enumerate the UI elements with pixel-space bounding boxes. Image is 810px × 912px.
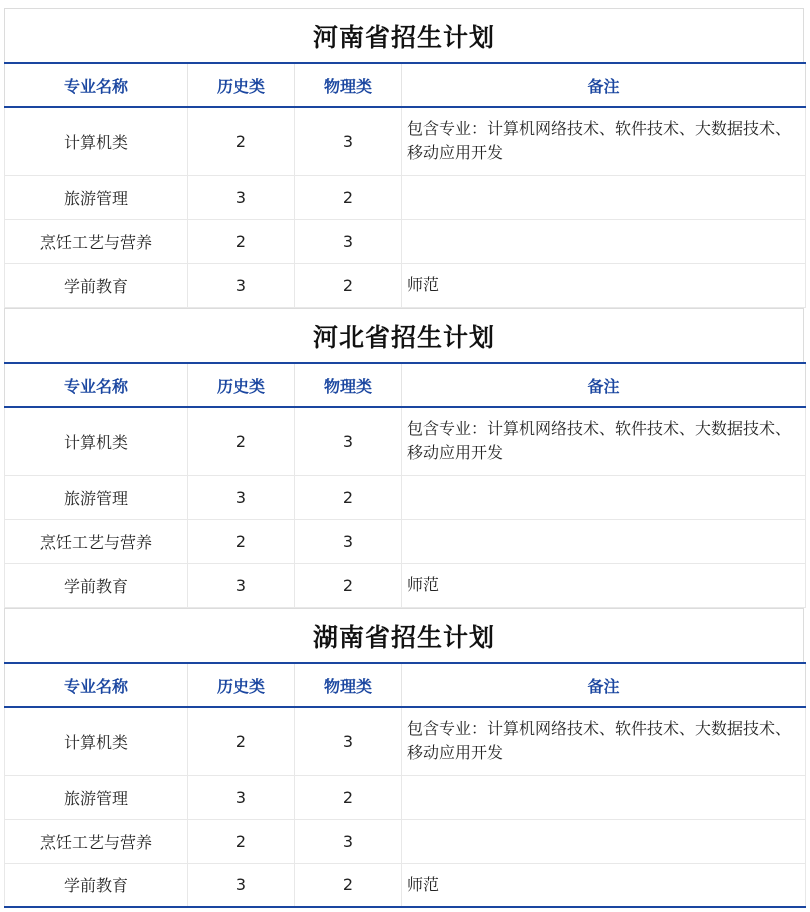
cell-history: 2	[188, 519, 295, 563]
cell-physics: 2	[295, 263, 402, 307]
cell-major: 学前教育	[5, 863, 188, 907]
cell-note: 包含专业：计算机网络技术、软件技术、大数据技术、移动应用开发	[402, 407, 806, 475]
cell-physics: 2	[295, 863, 402, 907]
cell-note	[402, 219, 806, 263]
cell-history: 2	[188, 819, 295, 863]
cell-major: 烹饪工艺与营养	[5, 219, 188, 263]
column-header-note: 备注	[402, 663, 806, 707]
cell-history: 3	[188, 775, 295, 819]
table-row	[5, 475, 806, 519]
plan-table	[4, 662, 806, 908]
column-header-physics: 物理类	[295, 663, 402, 707]
table-row	[5, 863, 806, 907]
cell-physics: 3	[295, 819, 402, 863]
cell-major: 计算机类	[5, 107, 188, 175]
column-header-major: 专业名称	[5, 63, 188, 107]
column-header-history: 历史类	[188, 663, 295, 707]
table-row	[5, 219, 806, 263]
section-title: 河北省招生计划	[312, 322, 495, 352]
cell-note	[402, 775, 806, 819]
cell-major: 旅游管理	[5, 475, 188, 519]
table-row	[5, 707, 806, 775]
cell-note	[402, 475, 806, 519]
table-row	[5, 819, 806, 863]
cell-physics: 2	[295, 475, 402, 519]
column-header-history: 历史类	[188, 363, 295, 407]
table-row	[5, 563, 806, 607]
column-header-physics: 物理类	[295, 363, 402, 407]
cell-physics: 2	[295, 563, 402, 607]
table-row	[5, 407, 806, 475]
cell-note	[402, 819, 806, 863]
cell-major: 烹饪工艺与营养	[5, 519, 188, 563]
column-header-history: 历史类	[188, 63, 295, 107]
cell-physics: 3	[295, 219, 402, 263]
column-header-note: 备注	[402, 363, 806, 407]
plan-table	[4, 62, 806, 308]
table-header-row	[5, 363, 806, 407]
cell-note	[402, 519, 806, 563]
table-row	[5, 519, 806, 563]
cell-physics: 3	[295, 107, 402, 175]
cell-note: 包含专业：计算机网络技术、软件技术、大数据技术、移动应用开发	[402, 107, 806, 175]
table-row	[5, 775, 806, 819]
cell-major: 计算机类	[5, 407, 188, 475]
cell-history: 2	[188, 107, 295, 175]
cell-history: 3	[188, 863, 295, 907]
section-title: 河南省招生计划	[312, 22, 495, 52]
cell-history: 3	[188, 263, 295, 307]
cell-history: 3	[188, 475, 295, 519]
cell-major: 烹饪工艺与营养	[5, 819, 188, 863]
cell-major: 学前教育	[5, 263, 188, 307]
table-header-row	[5, 63, 806, 107]
cell-history: 3	[188, 563, 295, 607]
cell-physics: 3	[295, 519, 402, 563]
cell-history: 2	[188, 407, 295, 475]
column-header-physics: 物理类	[295, 63, 402, 107]
cell-note: 师范	[402, 263, 806, 307]
table-header-row	[5, 663, 806, 707]
table-row	[5, 107, 806, 175]
cell-physics: 3	[295, 407, 402, 475]
cell-physics: 2	[295, 175, 402, 219]
section-title-box	[4, 608, 804, 662]
cell-major: 计算机类	[5, 707, 188, 775]
column-header-major: 专业名称	[5, 363, 188, 407]
table-row	[5, 263, 806, 307]
cell-note	[402, 175, 806, 219]
table-row	[5, 175, 806, 219]
cell-note: 包含专业：计算机网络技术、软件技术、大数据技术、移动应用开发	[402, 707, 806, 775]
cell-history: 2	[188, 219, 295, 263]
cell-note: 师范	[402, 863, 806, 907]
cell-major: 学前教育	[5, 563, 188, 607]
cell-physics: 2	[295, 775, 402, 819]
section-title-box	[4, 8, 804, 62]
plan-table	[4, 362, 806, 608]
column-header-note: 备注	[402, 63, 806, 107]
cell-major: 旅游管理	[5, 775, 188, 819]
cell-note: 师范	[402, 563, 806, 607]
column-header-major: 专业名称	[5, 663, 188, 707]
cell-major: 旅游管理	[5, 175, 188, 219]
section-title-box	[4, 308, 804, 362]
section-title: 湖南省招生计划	[312, 622, 495, 652]
cell-history: 2	[188, 707, 295, 775]
cell-physics: 3	[295, 707, 402, 775]
cell-history: 3	[188, 175, 295, 219]
